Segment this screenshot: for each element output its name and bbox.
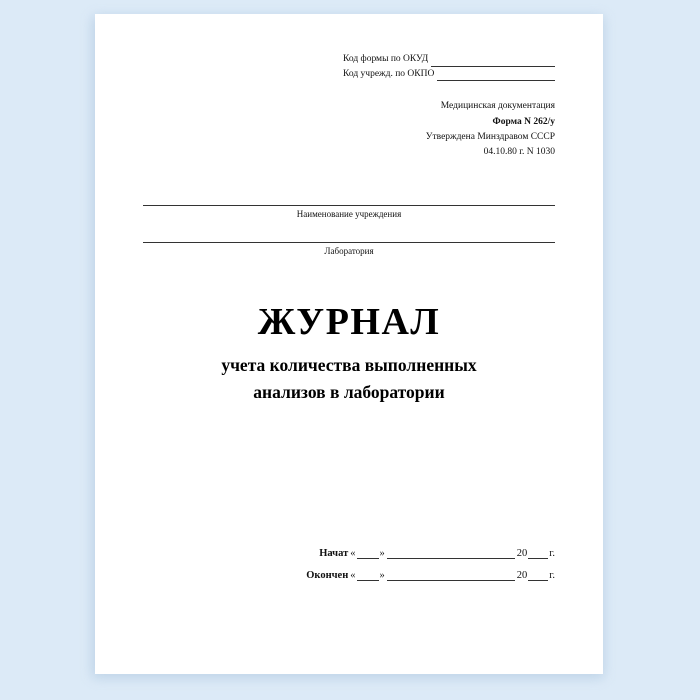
laboratory-fill-in — [143, 241, 555, 256]
institution-fill-in — [143, 204, 555, 219]
institution-blank-line — [143, 204, 555, 206]
laboratory-blank-line — [143, 241, 555, 243]
finished-year-prefix: 20 — [516, 570, 528, 581]
finished-year-suffix: г. — [549, 570, 555, 581]
started-month-blank — [387, 548, 515, 559]
form-info-block — [143, 99, 555, 160]
institution-caption: Наименование учреждения — [296, 209, 402, 220]
page-content — [95, 14, 603, 674]
started-date-row — [143, 548, 555, 559]
form-code-okpo-row — [343, 67, 555, 82]
finished-month-blank — [387, 570, 515, 581]
form-info-approved-by: Утверждена Минздравом СССР — [425, 131, 555, 142]
document-title-main: ЖУРНАЛ — [257, 301, 441, 344]
finished-day-blank — [357, 570, 379, 581]
document-title-block — [143, 302, 555, 406]
finished-label: Окончен — [306, 570, 349, 581]
started-day-blank — [357, 548, 379, 559]
document-title-sub-line-2: анализов в лаборатории — [253, 382, 445, 403]
finished-date-row — [143, 570, 555, 581]
form-code-block — [343, 52, 555, 81]
document-title-sub-line-1: учета количества выполненных — [221, 354, 477, 375]
started-label: Начат — [319, 548, 349, 559]
finished-quote-close: » — [379, 570, 385, 581]
form-code-okud-row — [343, 52, 555, 67]
form-info-doc-type: Медицинская документация — [440, 101, 555, 112]
form-info-form-number: Форма N 262/у — [492, 116, 555, 127]
started-quote-close: » — [379, 548, 385, 559]
form-code-okpo-blank — [437, 71, 555, 81]
form-info-approval-date: 04.10.80 г. N 1030 — [483, 147, 555, 157]
form-code-okpo-label: Код учрежд. по ОКПО — [343, 68, 435, 79]
started-year-suffix: г. — [549, 548, 555, 559]
form-code-okud-blank — [431, 57, 555, 67]
started-quote-open: « — [350, 548, 356, 559]
document-page — [95, 14, 603, 674]
laboratory-caption: Лаборатория — [324, 246, 374, 257]
finished-year-blank — [528, 570, 548, 581]
started-year-prefix: 20 — [516, 548, 528, 559]
date-fields-block — [143, 548, 555, 592]
started-year-blank — [528, 548, 548, 559]
form-code-okud-label: Код формы по ОКУД — [343, 54, 429, 64]
finished-quote-open: « — [350, 570, 356, 581]
